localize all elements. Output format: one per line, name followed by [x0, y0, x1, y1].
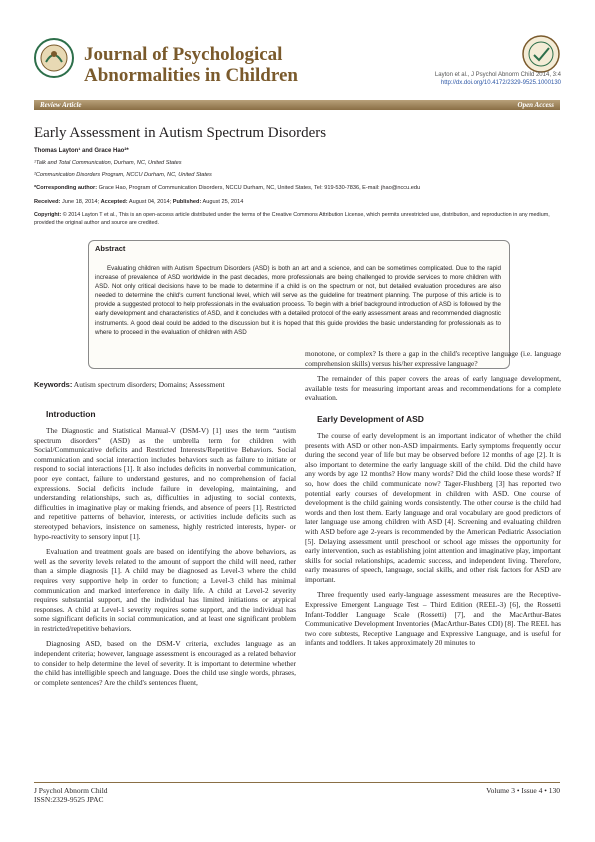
continued-paragraph: monotone, or complex? Is there a gap in the child's receptive language (i.e. language comprehension skills) versus his/her expressive language? [305, 349, 561, 368]
section-heading-introduction: Introduction [46, 409, 96, 419]
journal-title-line1: Journal of Psychological [84, 44, 283, 65]
section-heading-early-development: Early Development of ASD [317, 413, 424, 424]
received-label: Received: [34, 199, 61, 205]
keywords-text: Autism spectrum disorders; Domains; Assessment [72, 380, 225, 389]
keywords-label: Keywords: [34, 380, 73, 389]
keywords [34, 380, 294, 390]
authors: Thomas Layton¹ and Grace Hao²* [34, 148, 129, 154]
copyright-notice [34, 211, 560, 227]
article-type-label: Review Article [40, 101, 82, 109]
published-date: August 25, 2014 [201, 199, 244, 205]
footer-left [34, 786, 108, 804]
abstract-heading: Abstract [95, 244, 126, 253]
abstract-text: Evaluating children with Autism Spectrum Disorders (ASD) is both an art and a science, and can be sometimes complicated. Due to the rapid increase of prevalence of ASD worldwide in the past decades, more professionals are being challenged to provide services to more children with ASD. Not only critical decisions have to be made to determine if a child is on the spectrum or not, but detailed evaluation procedures are also needed to determine the child's current functional level, which will serve as the guideline for treatment planning. The purpose of this article is to provide a suggested protocol to help professionals in the evaluation process. To begin with a brief background introduction of ASD is followed by the early development and characteristics of ASD, and it concludes with a detailed protocol of the early assessment areas and recommended diagnostic instruments. A good deal could be added to the discussion but it is hoped that this guide provides the basic understanding for professionals as to where to proceed in the evaluation of children with ASD [95, 265, 501, 336]
corresponding-text: Grace Hao, Program of Communication Disorders, NCCU Durham, NC, United States, Tel: 919-530-7836, E-mail: jhao@nccu.edu [97, 185, 421, 191]
footer-issn: ISSN:2329-9525 JPAC [34, 795, 104, 804]
published-label: Published: [172, 199, 202, 205]
footer-journal-abbrev: J Psychol Abnorm Child [34, 786, 108, 795]
intro-paragraph-2: Evaluation and treatment goals are based on identifying the above behaviors, as well as the severity levels related to the amount of support the child will need, rather than a simple diagnosis [1]. A child may be diagnosed as Level-3 where the child requires very supportive help in order to function; a Level-3 child has minimal communication and marked interference in daily life. A child at Level-2 severity requires substantial support, and the individual has limited initiations or atypical responses. A child at Level-1 severity requires some support, and the individual has some significant deficits in social communication, and at least one significant problem in restricted/repetitive behaviors. [34, 547, 296, 633]
intro-paragraph-1: The Diagnostic and Statistical Manual-V (DSM-V) [1] uses the term “autism spectrum disorders” (ASD) as the umbrella term for children with Social/Communicative deficits and Restricted Interests/Repetitive Behaviors. Social communication and social interaction includes behaviors such as failure to initiate or respond to social interactions [1]. It also includes deficits in nonverbal communication, poor eye contact, failure to understand gestures, and no comprehension of facial expressions. Social deficits include failure in developing, maintaining, and understanding relationships, such as, difficulties in adjusting to social contexts, difficulties in imaginative play or making friends, and absence of peers [1]. Restricted and repetitive patterns of behavior, interests, or activities include deficits such as stereotyped behaviors, insistence on sameness, highly restricted interests, hyper- or hypo-reactivity to sensory input [1]. [34, 426, 296, 541]
footer-issue: Volume 3 • Issue 4 • 130 [486, 786, 560, 795]
early-development-paragraph-2: Three frequently used early-language assessment measures are the Receptive-Expressive Emergent Language Test – Third Edition (REEL-3) [6], the Rossetti Infant-Toddler Language Scale (Rossetti) [7], and the MacArthur-Bates Communicative Development Inventories (MacArthur-Bates CDI) [8]. The REEL has two core subtests, Receptive Language and Expressive Language, and is useful for infants and toddlers. It takes approximately 20 minutes to [305, 590, 561, 648]
affiliation-1: ¹Talk and Total Communication, Durham, NC, United States [34, 160, 182, 166]
citation-block [361, 71, 561, 87]
accepted-date: August 04, 2014; [127, 199, 173, 205]
received-date: June 18, 2014; [60, 199, 101, 205]
journal-title [84, 44, 334, 86]
corresponding-author [34, 185, 560, 192]
journal-logo-icon [32, 36, 76, 80]
right-column [305, 349, 561, 654]
page-footer [34, 782, 560, 823]
intro-paragraph-3: Diagnosing ASD, based on the DSM-V criteria, excludes language as an independent criteria; however, language assessment is encouraged as a related behavior to consider to help determine the level of severity. It is important to determine whether the child has intelligible speech and language. Does the child use single words, phrases, or complete sentences? Are the child's sentences fluent, [34, 639, 296, 687]
corresponding-label: *Corresponding author: [34, 185, 98, 191]
copyright-label: Copyright: [34, 212, 62, 218]
affiliation-2: ²Communication Disorders Program, NCCU Durham, NC, United States [34, 172, 212, 178]
open-access-label: Open Access [517, 101, 554, 109]
citation-text: Layton et al., J Psychol Abnorm Child 2014, 3:4 [434, 72, 561, 78]
open-access-seal-icon [521, 34, 561, 74]
early-development-paragraph-1: The course of early development is an important indicator of whether the child presents with ASD or other non-ASD impairments. Early symptoms frequently occur during the second year of life but may be observed before 12 months of age [2]. It is also important to determine the early language skill of the child. Did the child have any words by age 12 months? How many words? Did the child loose these words? If so, how does the child communicate now? Tager-Flushberg [3] has reported two potential early courses of development in children with ASD. One course of development is the child gaining words consistently. The other course is the child had words and then lost them. Early language and oral vocabulary are good predictors of later language use among children with ASD [4]. Screening and evaluating children with ASD before age 2-years is recommended by the American Pediatric Association [5]. Delaying assessment until preschool or school age misses the opportunity for early intervention, such as establishing joint attention and imaginative play, important skills for social relationships, academic success, and independent living. Therefore, early measures of speech, language, social skills, and other risk factors for ASD are important. [305, 430, 561, 584]
remainder-paragraph: The remainder of this paper covers the areas of early language development, available tests for measuring important areas and recommendations for a complete evaluation. [305, 374, 561, 403]
article-type-banner [34, 100, 560, 110]
journal-title-line2: Abnormalities in Children [84, 65, 298, 86]
left-column [34, 408, 296, 693]
article-dates [34, 199, 560, 206]
article-title: Early Assessment in Autism Spectrum Disorders [34, 125, 327, 141]
copyright-text: © 2014 Layton T et al., This is an open-access article distributed under the terms of the Creative Commons Attribution License, which permits unrestricted use, distribution, and reproduction in any medium, provided the original author and source are credited. [34, 212, 550, 226]
accepted-label: Accepted: [100, 199, 128, 205]
doi-link[interactable]: http://dx.doi.org/10.4172/2329-9525.1000130 [440, 80, 561, 86]
